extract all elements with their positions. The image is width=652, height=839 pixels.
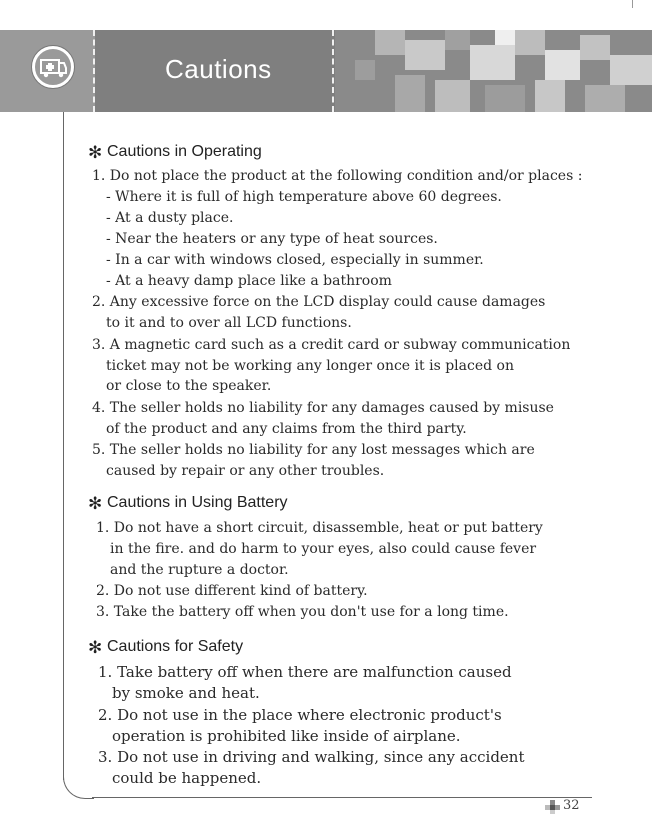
list-item: could be happened.	[112, 769, 262, 787]
ambulance-icon	[32, 46, 74, 88]
top-border	[0, 0, 633, 8]
list-item: 2. Do not use in the place where electronic product's	[98, 706, 502, 724]
list-item: 2. Any excessive force on the LCD display could cause damages	[92, 294, 546, 310]
content-frame-bottom	[92, 797, 592, 798]
content-frame-left	[63, 112, 64, 780]
list-item: - In a car with windows closed, especially in summer.	[106, 252, 484, 268]
list-item: operation is prohibited like inside of airplane.	[112, 727, 461, 745]
list-item: ticket may not be working any longer once it is placed on	[106, 358, 514, 374]
content-frame-corner	[63, 768, 94, 799]
list-item: 1. Take battery off when there are malfunction caused	[98, 663, 512, 681]
banner-mosaic	[335, 30, 652, 112]
list-item: or close to the speaker.	[106, 378, 272, 394]
list-item: 3. A magnetic card such as a credit card or subway communication	[92, 337, 571, 353]
list-item: 5. The seller holds no liability for any lost messages which are	[92, 442, 535, 458]
page-title: Cautions	[165, 54, 272, 84]
list-item: to it and to over all LCD functions.	[106, 315, 352, 331]
banner-dash-right	[332, 30, 334, 112]
list-item: of the product and any claims from the third party.	[106, 421, 467, 437]
list-item: 3. Do not use in driving and walking, since any accident	[98, 748, 525, 766]
list-item: 3. Take the battery off when you don't use for a long time.	[96, 604, 509, 620]
list-item: and the rupture a doctor.	[110, 562, 289, 578]
page-number-mosaic-icon	[545, 800, 563, 814]
list-item: in the fire. and do harm to your eyes, also could cause fever	[110, 541, 537, 557]
page-number: 32	[563, 798, 580, 813]
list-item: 1. Do not have a short circuit, disassemble, heat or put battery	[96, 520, 543, 536]
list-item: - Where it is full of high temperature above 60 degrees.	[106, 189, 502, 205]
list-item: 1. Do not place the product at the following condition and/or places :	[92, 168, 583, 184]
asterisk-icon: ✻	[88, 638, 103, 658]
section-heading: Cautions in Using Battery	[107, 494, 288, 511]
section-heading: Cautions for Safety	[107, 638, 244, 655]
list-item: caused by repair or any other troubles.	[106, 463, 385, 479]
list-item: - At a heavy damp place like a bathroom	[106, 273, 392, 289]
section-heading: Cautions in Operating	[107, 143, 262, 160]
list-item: 4. The seller holds no liability for any damages caused by misuse	[92, 400, 554, 416]
header-banner	[0, 30, 652, 112]
banner-dash-left	[93, 30, 95, 112]
list-item: by smoke and heat.	[112, 684, 260, 702]
list-item: - At a dusty place.	[106, 210, 234, 226]
asterisk-icon: ✻	[88, 143, 103, 163]
list-item: 2. Do not use different kind of battery.	[96, 583, 368, 599]
list-item: - Near the heaters or any type of heat sources.	[106, 231, 438, 247]
asterisk-icon: ✻	[88, 494, 103, 514]
